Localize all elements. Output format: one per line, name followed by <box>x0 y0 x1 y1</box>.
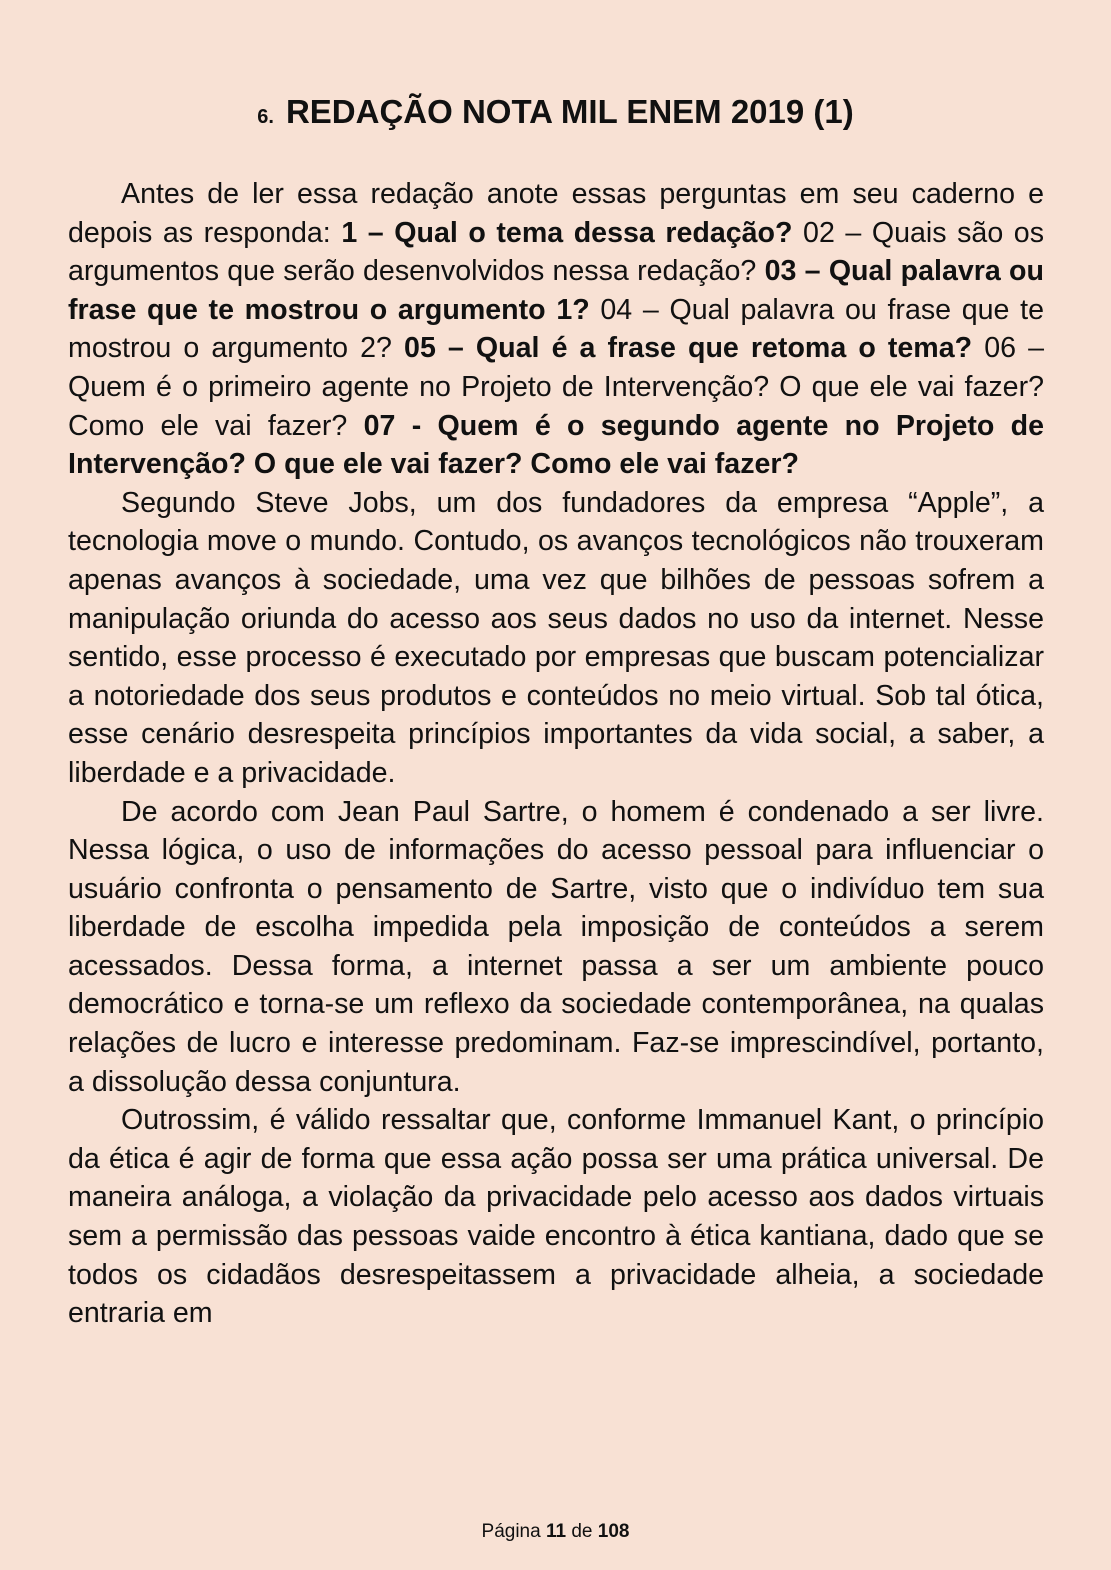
intro-text-1: Antes de ler essa redação anote essas perguntas em seu caderno e depois as responda: <box>68 178 1044 249</box>
essay-body <box>68 175 1044 1333</box>
intro-paragraph <box>68 175 1044 484</box>
intro-text-4: 06 – Quem é o primeiro agente no Projeto de Intervenção? O que ele vai fazer? Como ele vai fazer? <box>68 332 1044 442</box>
section-number: 6. <box>257 106 274 128</box>
intro-text-3: 04 – Qual palavra ou frase que te mostrou o argumento 2? <box>68 293 1044 365</box>
essay-paragraph-1: Segundo Steve Jobs, um dos fundadores da empresa “Apple”, a tecnologia move o mundo. Contudo, os avanços tecnológicos não trouxeram apenas avanços à sociedade, uma vez que bilhões de pessoas sofrem a manipulação oriunda do acesso aos seus dados no uso da internet. Nesse sentido, esse processo é executado por empresas que buscam potencializar a notoriedade dos seus produtos e conteúdos no meio virtual. Sob tal ótica, esse cenário desrespeita princípios importantes da vida social, a saber, a liberdade e a privacidade. <box>68 486 1044 789</box>
question-7: 07 - Quem é o segundo agente no Projeto de Intervenção? O que ele vai fazer? Como ele vai fazer? <box>68 409 1045 481</box>
current-page-number: 11 <box>545 1521 567 1542</box>
question-3: 03 – Qual palavra ou frase que te mostrou o argumento 1? <box>68 255 1044 326</box>
essay-paragraph-2: De acordo com Jean Paul Sartre, o homem é condenado a ser livre. Nessa lógica, o uso de informações do acesso pessoal para influenciar o usuário confronta o pensamento de Sartre, visto que o indivíduo tem sua liberdade de escolha impedida pela imposição de conteúdos a serem acessados. Dessa forma, a internet passa a ser um ambiente pouco democrático e torna-se um reflexo da sociedade contemporânea, na qualas relações de lucro e interesse predominam. Faz-se imprescindível, portanto, a dissolução dessa conjuntura. <box>68 795 1044 1098</box>
essay-paragraph-3: Outrossim, é válido ressaltar que, conforme Immanuel Kant, o princípio da ética é agir de forma que essa ação possa ser uma prática universal. De maneira análoga, a violação da privacidade pelo acesso aos dados virtuais sem a permissão das pessoas vaide encontro à ética kantiana, dado que se todos os cidadãos desrespeitassem a privacidade alheia, a sociedade entraria em <box>68 1104 1044 1330</box>
page-of-label: de <box>571 1521 593 1542</box>
page-label: Página <box>481 1521 541 1542</box>
section-title: REDAÇÃO NOTA MIL ENEM 2019 (1) <box>285 93 854 130</box>
total-pages-number: 108 <box>597 1521 630 1542</box>
question-5: 05 – Qual é a frase que retoma o tema? <box>404 332 973 365</box>
page-heading <box>0 92 1111 137</box>
question-1: 1 – Qual o tema dessa redação? <box>341 216 793 249</box>
page-footer <box>0 1520 1111 1544</box>
intro-text-2: 02 – Quais são os argumentos que serão desenvolvidos nessa redação? <box>68 216 1044 288</box>
